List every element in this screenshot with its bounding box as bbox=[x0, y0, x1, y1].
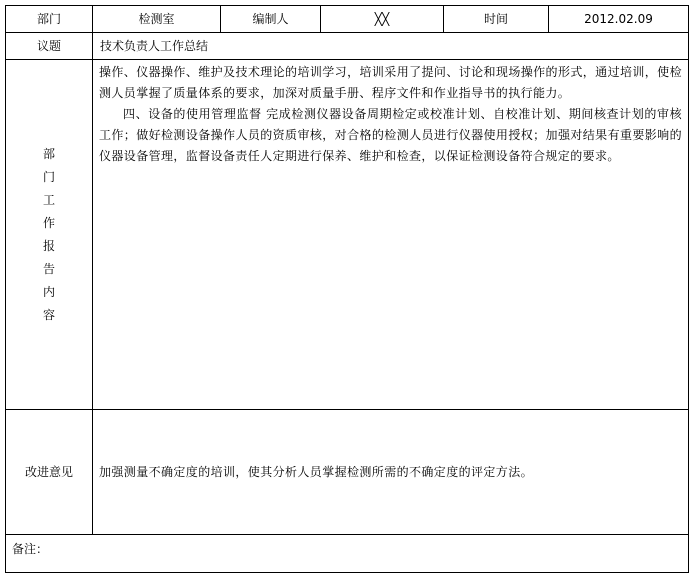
report-label-char: 容 bbox=[42, 307, 55, 322]
topic-row bbox=[6, 33, 689, 60]
improvement-row bbox=[6, 410, 689, 535]
report-row bbox=[6, 60, 689, 410]
improvement-value: 加强测量不确定度的培训，使其分析人员掌握检测所需的不确定度的评定方法。 bbox=[93, 410, 689, 535]
report-label-char: 作 bbox=[42, 215, 55, 230]
notes-label: 备注： bbox=[6, 535, 689, 573]
report-label-char: 工 bbox=[42, 192, 55, 207]
editor-value: ╳╳ bbox=[321, 6, 444, 33]
improvement-label: 改进意见 bbox=[6, 410, 93, 535]
report-label-char: 内 bbox=[42, 284, 55, 299]
editor-label: 编制人 bbox=[221, 6, 321, 33]
report-content bbox=[93, 60, 689, 410]
header-row bbox=[6, 6, 689, 33]
report-label bbox=[6, 60, 93, 410]
topic-value: 技术负责人工作总结 bbox=[93, 33, 689, 60]
report-label-char: 报 bbox=[42, 238, 55, 253]
dept-label: 部门 bbox=[6, 6, 93, 33]
report-paragraph: 操作、仪器操作、维护及技术理论的培训学习，培训采用了提问、讨论和现场操作的形式，通过培训，使检测人员掌握了质量体系的要求，加深对质量手册、程序文件和作业指导书的执行能力。 bbox=[99, 65, 682, 100]
work-report-form bbox=[5, 5, 689, 573]
report-label-char: 门 bbox=[42, 169, 55, 184]
topic-label: 议题 bbox=[6, 33, 93, 60]
time-value: 2012.02.09 bbox=[549, 6, 689, 33]
dept-value: 检测室 bbox=[93, 6, 221, 33]
report-paragraph: 四、设备的使用管理监督 完成检测仪器设备周期检定或校准计划、自校准计划、期间核查计划的审核工作；做好检测设备操作人员的资质审核，对合格的检测人员进行仪器使用授权；加强对结果有重要影响的仪器设备管理，监督设备责任人定期进行保养、维护和检查，以保证检测设备符合规定的要求。 bbox=[99, 107, 682, 163]
report-label-char: 部 bbox=[42, 146, 55, 161]
report-label-char: 告 bbox=[42, 261, 55, 276]
notes-row bbox=[6, 535, 689, 573]
time-label: 时间 bbox=[444, 6, 549, 33]
